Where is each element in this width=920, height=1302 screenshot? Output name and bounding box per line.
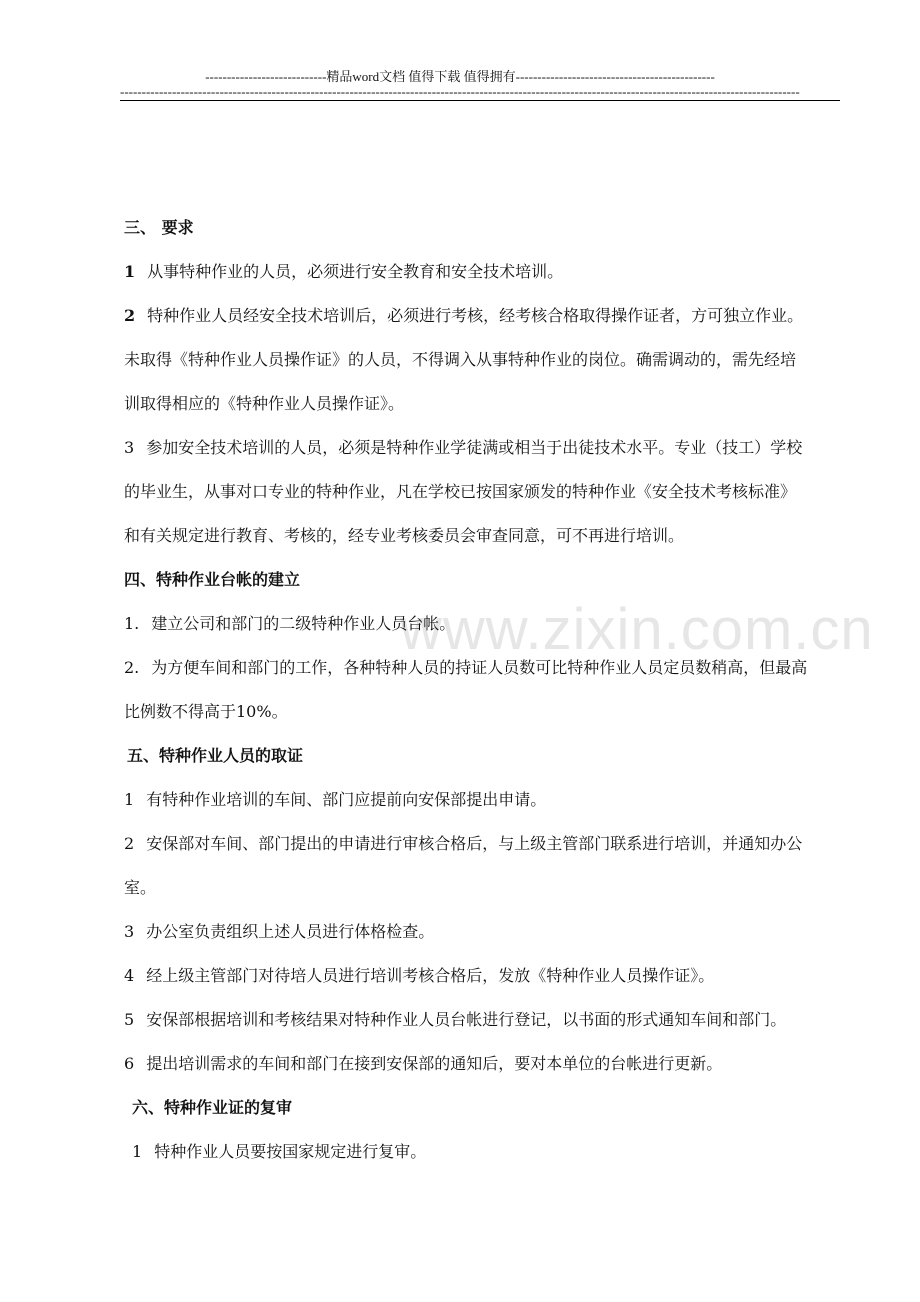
page-header-dashes: -------------------------------------------------------------------------------------------------------------------------------------------------------------: [120, 84, 800, 99]
item-number: 1.: [124, 614, 140, 633]
list-item: [124, 998, 844, 1042]
list-item: [124, 646, 844, 690]
section-requirements: [124, 206, 844, 1174]
list-item: [124, 822, 844, 866]
list-item: [124, 1130, 844, 1174]
section-heading: 三、 要求: [124, 218, 194, 237]
item-text: 特种作业人员要按国家规定进行复审。: [154, 1142, 427, 1161]
item-text: 建立公司和部门的二级特种作业人员台帐。: [151, 614, 456, 633]
list-item: [124, 1042, 844, 1086]
item-number: 1: [124, 790, 135, 809]
item-number: 6: [124, 1054, 135, 1073]
item-text: 参加安全技术培训的人员，必须是特种作业学徒满或相当于出徒技术水平。专业（技工）学校: [146, 438, 803, 457]
page-header-text: ----------------------------精品word文档 值得下载 值得拥有----------------------------------------------: [205, 69, 715, 84]
item-text-continuation: 比例数不得高于10%。: [124, 702, 288, 721]
item-text: 办公室负责组织上述人员进行体格检查。: [146, 922, 435, 941]
list-item: [124, 250, 844, 294]
list-item: [124, 778, 844, 822]
watermark: www.zixin.com.cn: [400, 597, 874, 662]
section-heading: 五、特种作业人员的取证: [127, 746, 304, 765]
item-text: 特种作业人员经安全技术培训后，必须进行考核，经考核合格取得操作证者，方可独立作业。: [147, 306, 804, 325]
item-text: 为方便车间和部门的工作，各种特种人员的持证人员数可比特种作业人员定员数稍高，但最高: [151, 658, 808, 677]
item-number: 1: [132, 1142, 143, 1161]
item-text-continuation: 未取得《特种作业人员操作证》的人员，不得调入从事特种作业的岗位。确需调动的，需先经培: [124, 350, 797, 369]
item-number: 5: [124, 1010, 135, 1029]
item-text: 从事特种作业的人员，必须进行安全教育和安全技术培训。: [147, 262, 564, 281]
item-text: 提出培训需求的车间和部门在接到安保部的通知后，要对本单位的台帐进行更新。: [146, 1054, 723, 1073]
list-item: [124, 426, 844, 470]
item-number: 2: [124, 306, 136, 325]
header-rule: [120, 100, 840, 101]
item-number: 1: [124, 262, 136, 281]
list-item: [124, 910, 844, 954]
item-number: 2: [124, 834, 135, 853]
item-number: 3: [124, 438, 135, 457]
item-number: 2.: [124, 658, 140, 677]
item-number: 4: [124, 966, 135, 985]
item-text: 有特种作业培训的车间、部门应提前向安保部提出申请。: [146, 790, 547, 809]
item-text-continuation: 训取得相应的《特种作业人员操作证》。: [124, 394, 405, 413]
list-item: [124, 294, 844, 338]
item-text: 经上级主管部门对待培人员进行培训考核合格后，发放《特种作业人员操作证》。: [146, 966, 715, 985]
item-text-continuation: 室。: [124, 878, 157, 897]
section-heading: 四、特种作业台帐的建立: [124, 570, 301, 589]
list-item: [124, 954, 844, 998]
item-text: 安保部对车间、部门提出的申请进行审核合格后，与上级主管部门联系进行培训，并通知办公: [146, 834, 803, 853]
list-item: [124, 602, 844, 646]
item-text-continuation: 的毕业生，从事对口专业的特种作业，凡在学校已按国家颁发的特种作业《安全技术考核标准》: [124, 482, 797, 501]
item-text: 安保部根据培训和考核结果对特种作业人员台帐进行登记，以书面的形式通知车间和部门。: [146, 1010, 787, 1029]
item-text-continuation: 和有关规定进行教育、考核的，经专业考核委员会审查同意，可不再进行培训。: [124, 526, 685, 545]
item-number: 3: [124, 922, 135, 941]
section-heading: 六、特种作业证的复审: [132, 1098, 293, 1117]
